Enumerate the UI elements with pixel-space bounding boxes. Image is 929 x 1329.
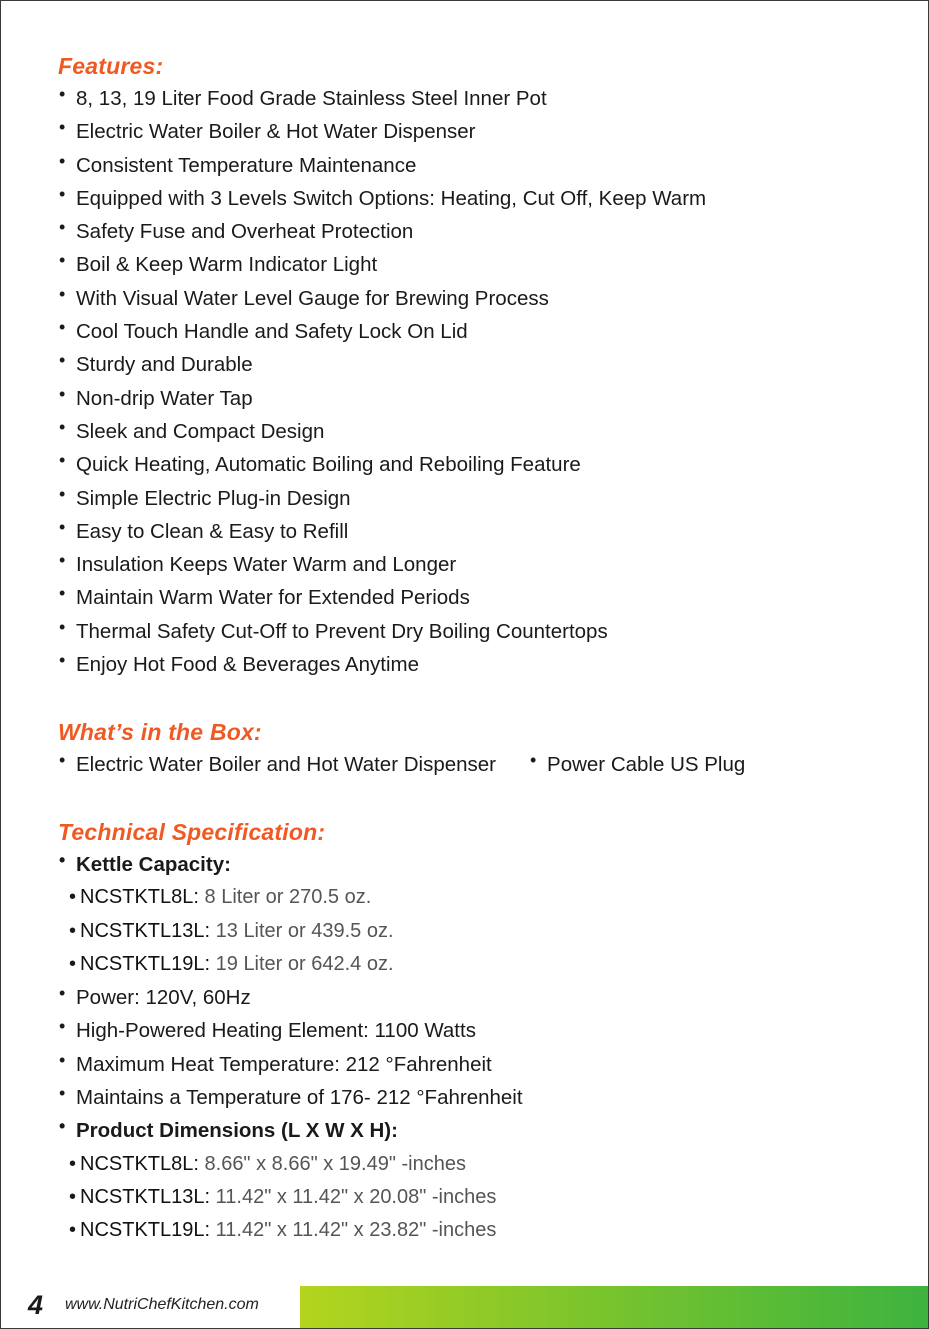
box-item: • Electric Water Boiler and Hot Water Dispenser [58,748,496,781]
feature-item: • Boil & Keep Warm Indicator Light [58,248,908,281]
bullet-icon: • [59,483,66,504]
box-section [58,717,908,781]
bullet-icon: • [69,919,77,942]
feature-item: • Enjoy Hot Food & Beverages Anytime [58,648,908,681]
feature-item: • With Visual Water Level Gauge for Brewing Process [58,282,908,315]
capacity-label: • Kettle Capacity: [58,848,908,881]
bullet-icon: • [59,850,66,870]
feature-item: • Sturdy and Durable [58,348,908,381]
website-link[interactable]: www.NutriChefKitchen.com [65,1296,259,1313]
bullet-icon: • [59,983,66,1004]
box-item: • Power Cable US Plug [529,748,745,781]
feature-item: • Quick Heating, Automatic Boiling and Reboiling Feature [58,448,908,481]
bullet-icon: • [59,1116,66,1137]
bullet-icon: • [69,952,77,975]
bullet-icon: • [69,1219,77,1242]
bullet-icon: • [59,250,66,271]
bullet-icon: • [59,1016,66,1037]
capacity-row: • NCSTKTL8L: 8 Liter or 270.5 oz. [69,886,372,909]
bullet-icon: • [59,84,66,104]
dimensions-row: • NCSTKTL8L: 8.66" x 8.66" x 19.49" -inches [69,1152,466,1175]
heating-element-spec: • High-Powered Heating Element: 1100 Watts [58,1014,908,1047]
bullet-icon: • [59,750,66,770]
bullet-icon: • [59,583,66,604]
specs-section [58,817,908,1248]
footer-green-bar [300,1286,928,1328]
bullet-icon: • [59,150,66,171]
bullet-icon: • [59,650,66,671]
feature-item: • Sleek and Compact Design [58,415,908,448]
bullet-icon: • [59,1083,66,1104]
bullet-icon: • [59,616,66,637]
feature-item: • Easy to Clean & Easy to Refill [58,515,908,548]
feature-item: • Safety Fuse and Overheat Protection [58,215,908,248]
feature-item: • Cool Touch Handle and Safety Lock On Lid [58,315,908,348]
feature-item: • Simple Electric Plug-in Design [58,482,908,515]
bullet-icon: • [59,450,66,471]
bullet-icon: • [69,1152,77,1175]
bullet-icon: • [59,383,66,404]
feature-item: • Maintain Warm Water for Extended Periods [58,581,908,614]
box-list [58,748,908,781]
feature-item: • Non-drip Water Tap [58,382,908,415]
bullet-icon: • [69,1185,77,1208]
maintain-temp-spec: • Maintains a Temperature of 176- 212 °Fahrenheit [58,1081,908,1114]
bullet-icon: • [59,1049,66,1070]
capacity-row: • NCSTKTL19L: 19 Liter or 642.4 oz. [69,952,394,975]
bullet-icon: • [69,886,77,909]
box-heading: What’s in the Box: [58,719,262,745]
bullet-icon: • [530,750,537,770]
specs-heading: Technical Specification: [58,819,326,845]
bullet-icon: • [59,117,66,138]
bullet-icon: • [59,350,66,371]
bullet-icon: • [59,550,66,571]
capacity-row: • NCSTKTL13L: 13 Liter or 439.5 oz. [69,919,394,942]
bullet-icon: • [59,516,66,537]
page-number: 4 [28,1290,44,1320]
page-footer [1,1286,928,1328]
feature-item: • Thermal Safety Cut-Off to Prevent Dry Boiling Countertops [58,615,908,648]
feature-item: • Consistent Temperature Maintenance [58,149,908,182]
dimensions-row: • NCSTKTL13L: 11.42" x 11.42" x 20.08" -inches [69,1185,497,1208]
feature-item: • Electric Water Boiler & Hot Water Dispenser [58,115,908,148]
bullet-icon: • [59,416,66,437]
max-temp-spec: • Maximum Heat Temperature: 212 °Fahrenheit [58,1048,908,1081]
features-section [58,51,908,681]
bullet-icon: • [59,283,66,304]
features-list [58,82,908,681]
feature-item: • 8, 13, 19 Liter Food Grade Stainless Steel Inner Pot [58,82,908,115]
bullet-icon: • [59,317,66,338]
dimensions-row: • NCSTKTL19L: 11.42" x 11.42" x 23.82" -inches [69,1219,497,1242]
power-spec: • Power: 120V, 60Hz [58,981,908,1014]
feature-item: • Insulation Keeps Water Warm and Longer [58,548,908,581]
feature-item: • Equipped with 3 Levels Switch Options: Heating, Cut Off, Keep Warm [58,182,908,215]
dimensions-label: • Product Dimensions (L X W X H): [58,1114,908,1147]
features-heading: Features: [58,53,164,79]
bullet-icon: • [59,183,66,204]
specs-list [58,848,908,1248]
bullet-icon: • [59,217,66,238]
